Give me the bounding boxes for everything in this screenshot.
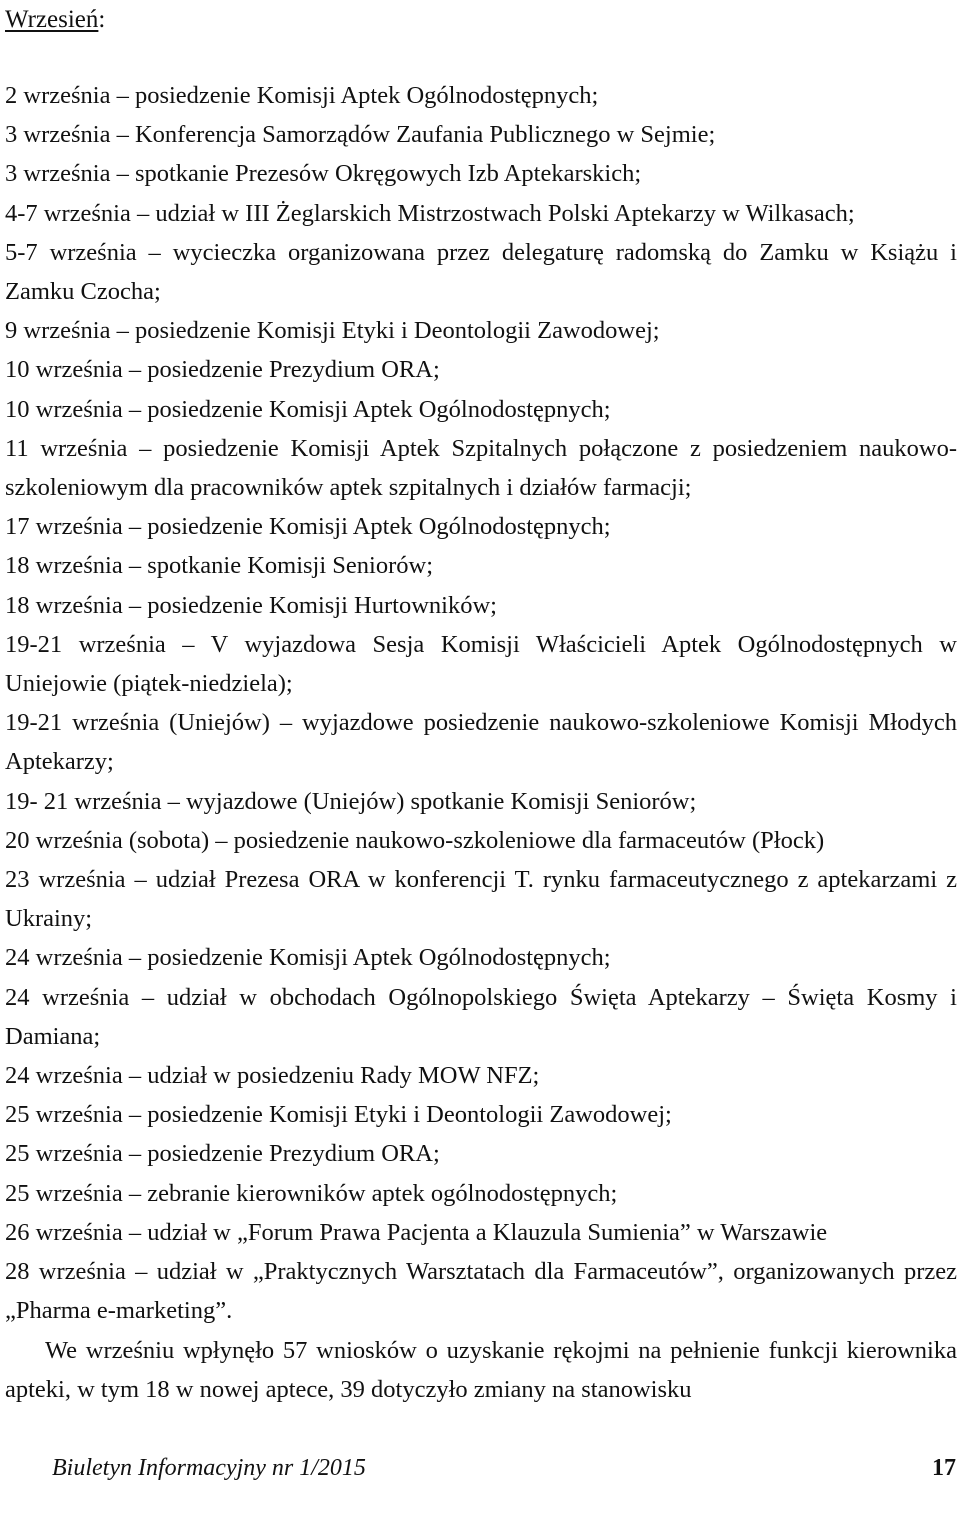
page-footer	[52, 1448, 956, 1488]
event-entry: 19- 21 września – wyjazdowe (Uniejów) spotkanie Komisji Seniorów;	[5, 787, 697, 815]
event-entry: 5-7 września – wycieczka organizowana przez delegaturę radomską do Zamku w Książu i Zamku Czocha;	[5, 238, 957, 306]
summary-paragraph: We wrześniu wpłynęło 57 wniosków o uzyskanie rękojmi na pełnienie funkcji kierownika apteki, w tym 18 w nowej aptece, 39 dotyczyło zmiany na stanowisku	[5, 1336, 957, 1403]
event-entry: 24 września – udział w posiedzeniu Rady MOW NFZ;	[5, 1062, 540, 1090]
event-entry: 3 września – spotkanie Prezesów Okręgowych Izb Aptekarskich;	[5, 160, 642, 188]
event-entry: 9 września – posiedzenie Komisji Etyki i Deontologii Zawodowej;	[5, 317, 660, 345]
event-entry: 17 września – posiedzenie Komisji Aptek Ogólnodostępnych;	[5, 513, 611, 541]
event-entry: 10 września – posiedzenie Prezydium ORA;	[5, 356, 440, 384]
event-entry: 18 września – posiedzenie Komisji Hurtowników;	[5, 591, 497, 619]
event-entry: 24 września – posiedzenie Komisji Aptek Ogólnodostępnych;	[5, 944, 611, 972]
month-heading-text: Wrzesień	[5, 6, 99, 33]
event-entry: 28 września – udział w „Praktycznych Warsztatach dla Farmaceutów”, organizowanych przez „Pharma e-marketing”.	[5, 1258, 957, 1325]
event-entry: 19-21 września – V wyjazdowa Sesja Komisji Właścicieli Aptek Ogólnodostępnych w Uniejowie (piątek-niedziela);	[5, 630, 957, 698]
event-entry: 11 września – posiedzenie Komisji Aptek Szpitalnych połączone z posiedzeniem naukowo-szkoleniowym dla pracowników aptek szpitalnych i działów farmacji;	[5, 434, 957, 502]
event-entry: 4-7 września – udział w III Żeglarskich Mistrzostwach Polski Aptekarzy w Wilkasach;	[5, 199, 855, 227]
event-entry: 26 września – udział w „Forum Prawa Pacjenta a Klauzula Sumienia” w Warszawie	[5, 1218, 828, 1246]
journal-title: Biuletyn Informacyjny nr 1/2015	[52, 1455, 366, 1481]
event-entry: 3 września – Konferencja Samorządów Zaufania Publicznego w Sejmie;	[5, 121, 716, 149]
event-entry: 10 września – posiedzenie Komisji Aptek Ogólnodostępnych;	[5, 395, 611, 423]
event-entry: 18 września – spotkanie Komisji Seniorów;	[5, 552, 434, 580]
event-entry: 20 września (sobota) – posiedzenie naukowo-szkoleniowe dla farmaceutów (Płock)	[5, 826, 825, 854]
event-entry: 25 września – posiedzenie Komisji Etyki i Deontologii Zawodowej;	[5, 1101, 672, 1129]
month-heading	[5, 4, 105, 36]
event-entry: 2 września – posiedzenie Komisji Aptek Ogólnodostępnych;	[5, 82, 599, 109]
event-entry: 19-21 września (Uniejów) – wyjazdowe posiedzenie naukowo-szkoleniowe Komisji Młodych Aptekarzy;	[5, 709, 957, 776]
event-list	[5, 76, 957, 1409]
event-entry: 25 września – zebranie kierowników aptek ogólnodostępnych;	[5, 1179, 618, 1207]
event-entry: 23 września – udział Prezesa ORA w konferencji T. rynku farmaceutycznego z aptekarzami z Ukrainy;	[5, 866, 957, 933]
page-number: 17	[932, 1455, 956, 1481]
month-heading-colon: :	[98, 6, 106, 33]
event-entry: 25 września – posiedzenie Prezydium ORA;	[5, 1140, 440, 1168]
event-entry: 24 września – udział w obchodach Ogólnopolskiego Święta Aptekarzy – Święta Kosmy i Damiana;	[5, 983, 957, 1050]
